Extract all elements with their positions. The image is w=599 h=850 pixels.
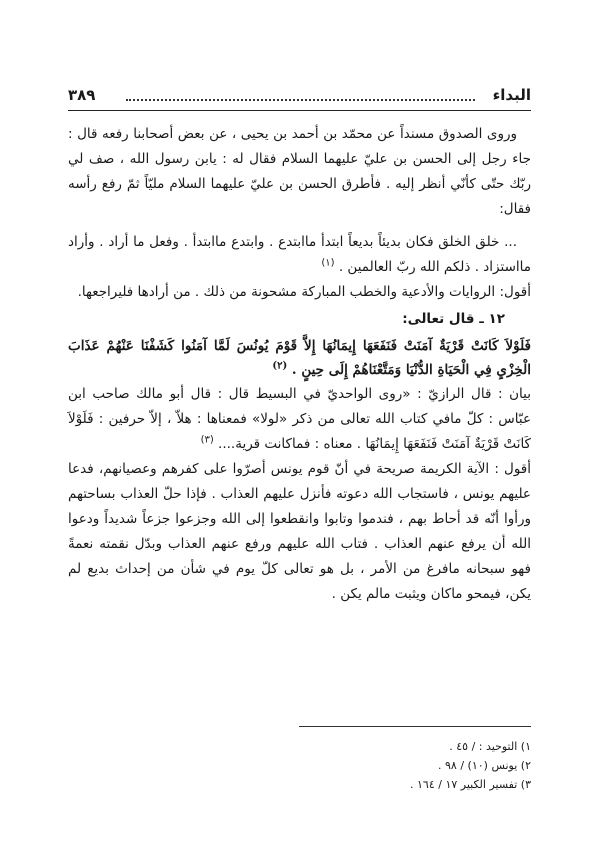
running-header	[68, 86, 531, 108]
hasan-quote-text: ... خلق الخلق فكان بديئاً بديعاً ابتدأ ماابتدع . وابتدع ماابتدأ . وفعل ما أراد . وأراد مااستزاد . ذلكم الله ربّ العالمين .	[68, 234, 531, 275]
bayan-text: بيان : قال الرازيّ : «روى الواحديّ في البسيط قال : قال أبو مالك صاحب ابن عبّاس : كلّ مافي كتاب الله تعالى من ذكر «لولا» فمعناها : هلاّ ، إلاّ حرفين : فَلَوْلاَ كَانَتْ قَرْيَةٌ آمَنَتْ فَنَفَعَهَا إِيمَانُهَا . معناه : فماكانت قرية....	[68, 386, 531, 452]
footnote-2: ٢) يونس (١٠) / ٩٨ .	[438, 759, 531, 772]
footnote-marker-2: (٢)	[272, 360, 288, 372]
chapter-title: البداء	[492, 86, 531, 104]
quran-verse-text: فَلَوْلاَ كَانَتْ قَرْيَةٌ آمَنَتْ فَنَفَعَهَا إِيمَانُهَا إِلاَّ قَوْمَ يُونُسَ لَمَّا آمَنُوا كَشَفْنَا عَنْهُمْ عَذَابَ الْخِزْيِ فِي الْحَيَاةِ الدُّنْيَا وَمَتَّعْنَاهُمْ إِلَى حِينٍ .	[68, 338, 531, 378]
footnote-marker-1: (١)	[321, 257, 335, 269]
paragraph-bayan	[68, 382, 531, 457]
footnote-3: ٣) تفسير الكبير ١٧ / ١٦٤ .	[410, 778, 531, 791]
paragraph-hasan-quote	[68, 230, 531, 280]
footnote-marker-3: (٣)	[200, 434, 214, 446]
paragraph-aqul-1: أقول: الروايات والأدعية والخطب المباركة مشحونة من ذلك . من أرادها فليراجعها.	[77, 284, 531, 300]
section-heading-12: ١٢ ـ قال تعالى:	[402, 311, 505, 327]
header-rule	[68, 110, 531, 111]
paragraph-saduq-narration: وروى الصدوق مسنداً عن محمّد بن أحمد بن يحيى ، عن بعض أصحابنا رفعه قال : جاء رجل إلى الحسن بن عليّ عليهما السلام فقال له : يابن رسول الله ، صف لي ربّك حتّى كأنّي أنظر إليه . فأطرق الحسن بن عليّ عليهما السلام مليّاً ثمّ رفع رأسه فقال:	[68, 126, 531, 217]
footnote-1: ١) التوحيد : / ٤٥ .	[449, 740, 531, 753]
header-dot-leader	[126, 99, 475, 101]
page-number: ٣٨٩	[68, 86, 96, 104]
paragraph-aqul-2: أقول : الآية الكريمة صريحة في أنّ قوم يونس أصرّوا على كفرهم وعصيانهم، فدعا عليهم يونس ، فاستجاب الله دعوته فأنزل عليهم العذاب . فإذا حلّ العذاب بساحتهم ورأوا أنّه قد أحاط بهم ، فندموا وتابوا وانقطعوا إلى الله وجزعوا جزعاً شديداً ودعوا الله أن يرفع عنهم العذاب . فتاب الله عليهم ورفع عنهم العذاب وبدّل نقمته نعمةً فهو سبحانه مافرغ من الأمر ، بل هو تعالى كلّ يوم في شأن من إحداث بديع لم يكن، فيمحو ماكان ويثبت مالم يكن .	[68, 461, 531, 602]
main-text	[68, 122, 531, 607]
footnotes	[231, 737, 531, 794]
footnote-rule	[299, 726, 531, 727]
quran-verse	[68, 334, 531, 382]
